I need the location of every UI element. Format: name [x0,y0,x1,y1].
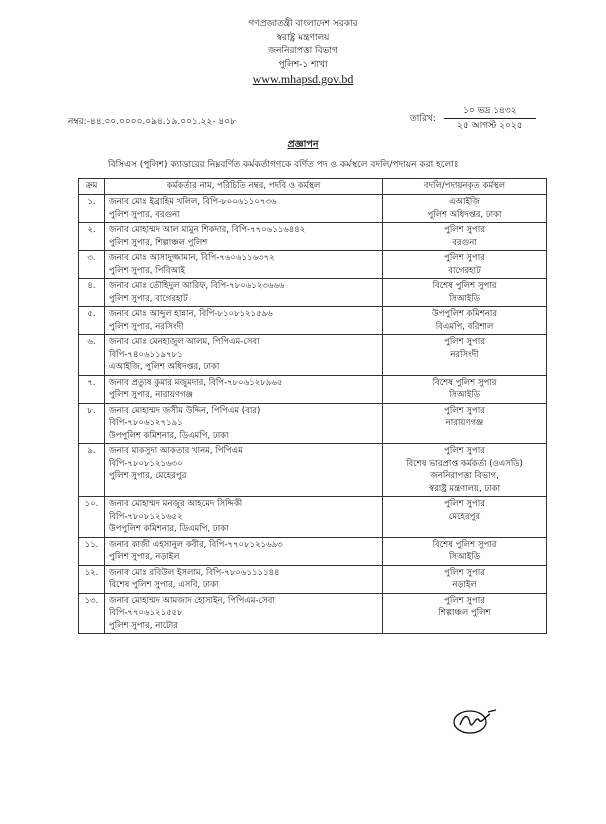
officer-line: উপপুলিশ কমিশনার, ডিএমপি, ঢাকা [109,430,229,441]
officer-line: বিপি-৭৮০৬১২৭১৯১ [109,418,183,428]
officer-line: বিশেষ পুলিশ সুপার, এসবি, ঢাকা [109,580,219,590]
serial-cell: ১০. [79,497,105,538]
officer-cell [105,251,383,279]
posting-line: এআইজি [449,197,480,207]
posting-line: নারায়ণগঞ্জ [445,418,484,428]
posting-cell [383,279,547,307]
posting-line: বিশেষ পুলিশ সুপার [432,539,497,550]
date-english: ২৫ আগস্ট ২০২৫ [457,121,523,131]
officer-line: জনাব মোহাম্মদ জসীম উদ্দিন, পিপিএম (বার) [109,405,261,416]
posting-line: পুলিশ সুপার [444,595,485,606]
posting-line: উপপুলিশ কমিশনার [432,309,497,319]
table-row [79,223,547,251]
intro-text: বিসিএস (পুলিশ) ক্যাডারের নিম্নবর্ণিত কর্মকর্তাগণকে বর্ণিত পদ ও কর্মস্থলে বদলি/পদায়ন করা হলোঃ [108,160,459,170]
posting-line: বিশেষ পুলিশ সুপার [432,377,497,388]
officer-cell [105,497,383,538]
column-header-serial: ক্রম [79,179,105,195]
posting-cell [383,307,547,335]
table-row [79,403,547,444]
serial-cell: ১. [79,195,105,223]
posting-cell [383,251,547,279]
posting-line: স্বরাষ্ট্র মন্ত্রণালয়, ঢাকা [428,483,501,494]
serial-cell: ৫. [79,307,105,335]
posting-line: বাগেরহাট [448,265,481,276]
posting-line: পুলিশ সুপার [444,225,485,235]
posting-line: বিশেষ পুলিশ সুপার [432,281,497,291]
serial-cell: ৪. [79,279,105,307]
officer-cell [105,537,383,565]
posting-line: পুলিশ সুপার [444,253,485,263]
serial-cell: ৭. [79,375,105,403]
serial-cell: ২. [79,223,105,251]
posting-cell [383,403,547,444]
officer-line: জনাব মোঃ মেনহাজুল আলম, পিপিএম-সেবা [109,337,260,347]
table-row [79,537,547,565]
posting-line: সিআইডি [448,293,481,304]
officer-cell [105,565,383,593]
posting-cell [383,195,547,223]
officer-line: জনাব মোহাম্মদ মনজুর আহমেদ সিদ্দিকী [109,499,243,509]
posting-cell [383,375,547,403]
posting-cell [383,497,547,538]
officer-line: পুলিশ সুপার, শিল্পাঞ্চল পুলিশ [109,237,208,248]
posting-line: সিআইডি [448,552,481,562]
posting-line: বরগুনা [452,237,477,248]
officer-line: পুলিশ সুপার, বাগেরহাট [109,293,188,304]
table-row [79,335,547,376]
posting-line: নড়াইল [452,580,477,590]
officer-line: বিপি-৭৪০৬১১৯৭৮১ [109,349,183,360]
table-row [79,279,547,307]
website-link[interactable]: www.mhapsd.gov.bd [252,72,354,86]
serial-cell: ১২. [79,565,105,593]
officer-line: পুলিশ সুপার, মেহেরপুর [109,471,187,481]
officer-line: পুলিশ সুপার, বরগুনা [109,209,180,220]
officer-cell [105,444,383,497]
letterhead [0,18,606,87]
posting-cell [383,223,547,251]
officer-line: জনাব মোহাম্মদ আল মামুন শিকদার, বিপি-৭৭০৬১১৬৪৪২ [109,225,306,235]
government-name: গণপ্রজাতন্ত্রী বাংলাদেশ সরকার [248,19,358,29]
officer-cell [105,403,383,444]
signature-mark [448,706,504,738]
posting-line: পুলিশ অধিদপ্তর, ঢাকা [427,209,502,220]
date-bangla: ১০ ভদ্র ১৪৩২ [444,104,536,119]
table-header-row [79,179,547,195]
memo-number: নম্বর:-৪৪.০০.০০০০.০৯৪.১৯.০০১.২২- ৪০৮ [68,117,236,127]
officer-line: উপপুলিশ কমিশনার, ডিএমপি, ঢাকা [109,524,229,534]
officer-line: পুলিশ সুপার, পিবিআই [109,265,185,276]
officer-cell [105,279,383,307]
serial-cell: ১১. [79,537,105,565]
posting-line: পুলিশ সুপার [444,567,485,578]
officer-line: পুলিশ সুপার, নড়াইল [109,552,180,562]
officer-cell [105,375,383,403]
officer-line: বিপি-৭৮০৮১২১৬৫২ [109,511,183,522]
posting-line: বিশেষ ভারপ্রাপ্ত কর্মকর্তা (ওএসডি) [406,458,523,469]
serial-cell: ৯. [79,444,105,497]
officer-cell [105,335,383,376]
posting-cell [383,593,547,634]
date-block [410,104,536,133]
officer-line: বিপি-৭৭০৬১২১৫৫৮ [109,608,183,618]
officer-cell [105,593,383,634]
posting-line: সিআইডি [448,390,481,400]
serial-cell: ৩. [79,251,105,279]
date-values [444,104,536,133]
officer-cell [105,195,383,223]
table-row [79,251,547,279]
officer-line: বিপি-৭৮০৮১২১৬৩০ [109,458,183,469]
serial-cell: ১৩. [79,593,105,634]
table-row [79,565,547,593]
transfer-table [78,178,547,634]
posting-cell [383,335,547,376]
officer-cell [105,223,383,251]
posting-line: পুলিশ সুপার [444,499,485,509]
officer-line: জনাব প্রত্যুষ কুমার মজুমদার, বিপি-৭৮০৬১২৮৯৬৫ [109,377,283,388]
division-name: জননিরাপত্তা বিভাগ [268,46,338,56]
posting-line: নরসিংদী [450,349,479,360]
posting-line: মেহেরপুর [448,511,481,522]
officer-line: পুলিশ সুপার, নাটোর [109,620,178,631]
table-row [79,307,547,335]
officer-line: এআইজি, পুলিশ অধিদপ্তর, ঢাকা [109,362,220,372]
table-row [79,497,547,538]
officer-line: পুলিশ সুপার, নারায়ণগঞ্জ [109,390,193,400]
officer-line: জনাব মোঃ ইব্রাহিম খলিল, বিপি-৮০০৬১১০৭৩৬ [109,197,277,207]
table-row [79,375,547,403]
posting-line: পুলিশ সুপার [444,337,485,347]
serial-cell: ৬. [79,335,105,376]
officer-line: জনাব মোঃ রবিউল ইসলাম, বিপি-৭৮০৬১১১১৪৪ [109,567,280,578]
officer-line: জনাব মোঃ তৌহিদুল আরিফ, বিপি-৭৮০৬১২৩৬৬৬ [109,281,285,291]
officer-cell [105,307,383,335]
posting-line: শিল্পাঞ্চল পুলিশ [438,608,491,618]
officer-line: জনাব মোঃ আব্দুল হান্নান, বিপি-৮১০৮১২১৫৯৬ [109,309,273,319]
table-row [79,593,547,634]
posting-cell [383,565,547,593]
officer-line: জনাব মোহাম্মদ আমজাদ হোসাইন, পিপিএম-সেবা [109,595,275,606]
posting-cell [383,444,547,497]
posting-cell [383,537,547,565]
date-label: তারিখ: [410,114,436,124]
column-header-officer: কর্মকর্তার নাম, পরিচিতি নম্বর, পদবি ও কর্মস্থল [105,179,383,195]
posting-line: পুলিশ সুপার [444,405,485,416]
column-header-posting: বদলি/পদায়নকৃত কর্মস্থল [383,179,547,195]
serial-cell: ৮. [79,403,105,444]
ministry-name: স্বরাষ্ট্র মন্ত্রণালয় [276,32,330,43]
officer-line: পুলিশ সুপার, নরসিংদী [109,321,184,332]
officer-line: জনাব মাকসুদা আকতার খানম, পিপিএম [109,446,243,456]
posting-line: জননিরাপত্তা বিভাগ, [430,471,499,481]
section-name: পুলিশ-১ শাখা [278,59,328,70]
officer-line: জনাব কাজী এহসানুল কবীর, বিপি-৭৭০৮১২১৬৯৩ [109,539,283,550]
officer-line: জনাব মোঃ আসাদুজ্জামান, বিপি-৭৬০৬১১৬৩৭২ [109,253,275,263]
posting-line: পুলিশ সুপার [444,446,485,456]
notice-title: প্রজ্ঞাপন [287,139,319,150]
table-row [79,444,547,497]
table-row [79,195,547,223]
posting-line: বিএমপি, বরিশাল [435,321,494,332]
